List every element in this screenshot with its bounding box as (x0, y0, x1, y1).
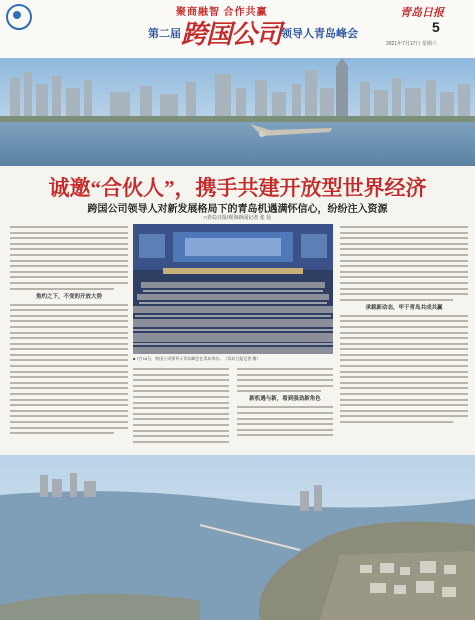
photo-caption: ■ 7月16日，跨国公司领导人青岛峰会在青岛举办。（青岛日报记者 摄） (133, 356, 261, 361)
text-block (237, 368, 333, 440)
issue-date: 2021年7月17日 星期六 (386, 41, 437, 47)
text-block (10, 226, 128, 434)
conference-hall-photo (133, 224, 333, 354)
article-column-right (340, 226, 468, 451)
section-heading: 新机遇与新，看到强劲新角色 (249, 396, 321, 403)
article-column-left (10, 226, 128, 451)
newspaper-masthead: 青岛日报 (400, 7, 444, 19)
summit-title-prefix: 第二届 (148, 28, 181, 40)
page-header (0, 0, 475, 58)
article-subheadline: 跨国公司领导人对新发展格局下的青岛机遇满怀信心，纷纷注入资源 (87, 204, 388, 215)
summit-logo-icon (6, 4, 32, 30)
city-skyline-illustration (0, 58, 475, 166)
text-block (340, 226, 468, 423)
aerial-bay-photo (0, 455, 475, 620)
city-skyline-photo (0, 58, 475, 166)
section-heading: 承载新动态，牢于青岛共成共赢 (365, 304, 443, 311)
conference-hall-illustration (133, 224, 333, 354)
section-heading: 焦灼之下，不变的开放大势 (35, 293, 102, 300)
article-headline: 诚邀“合伙人”，携手共建开放型世界经济 (48, 176, 427, 200)
summit-title (148, 14, 358, 51)
summit-title-brand: 跨国公司 (181, 20, 282, 49)
aerial-bay-illustration (0, 455, 475, 620)
page-number: 5 (432, 19, 440, 35)
summit-title-suffix: 领导人青岛峰会 (281, 28, 359, 40)
article-byline: □青岛日报/观海新闻记者 张 蓓 (203, 215, 272, 221)
summit-slogan: 聚商融智 合作共赢 (176, 7, 268, 18)
text-block (133, 368, 229, 446)
article-column-middle (133, 368, 333, 454)
